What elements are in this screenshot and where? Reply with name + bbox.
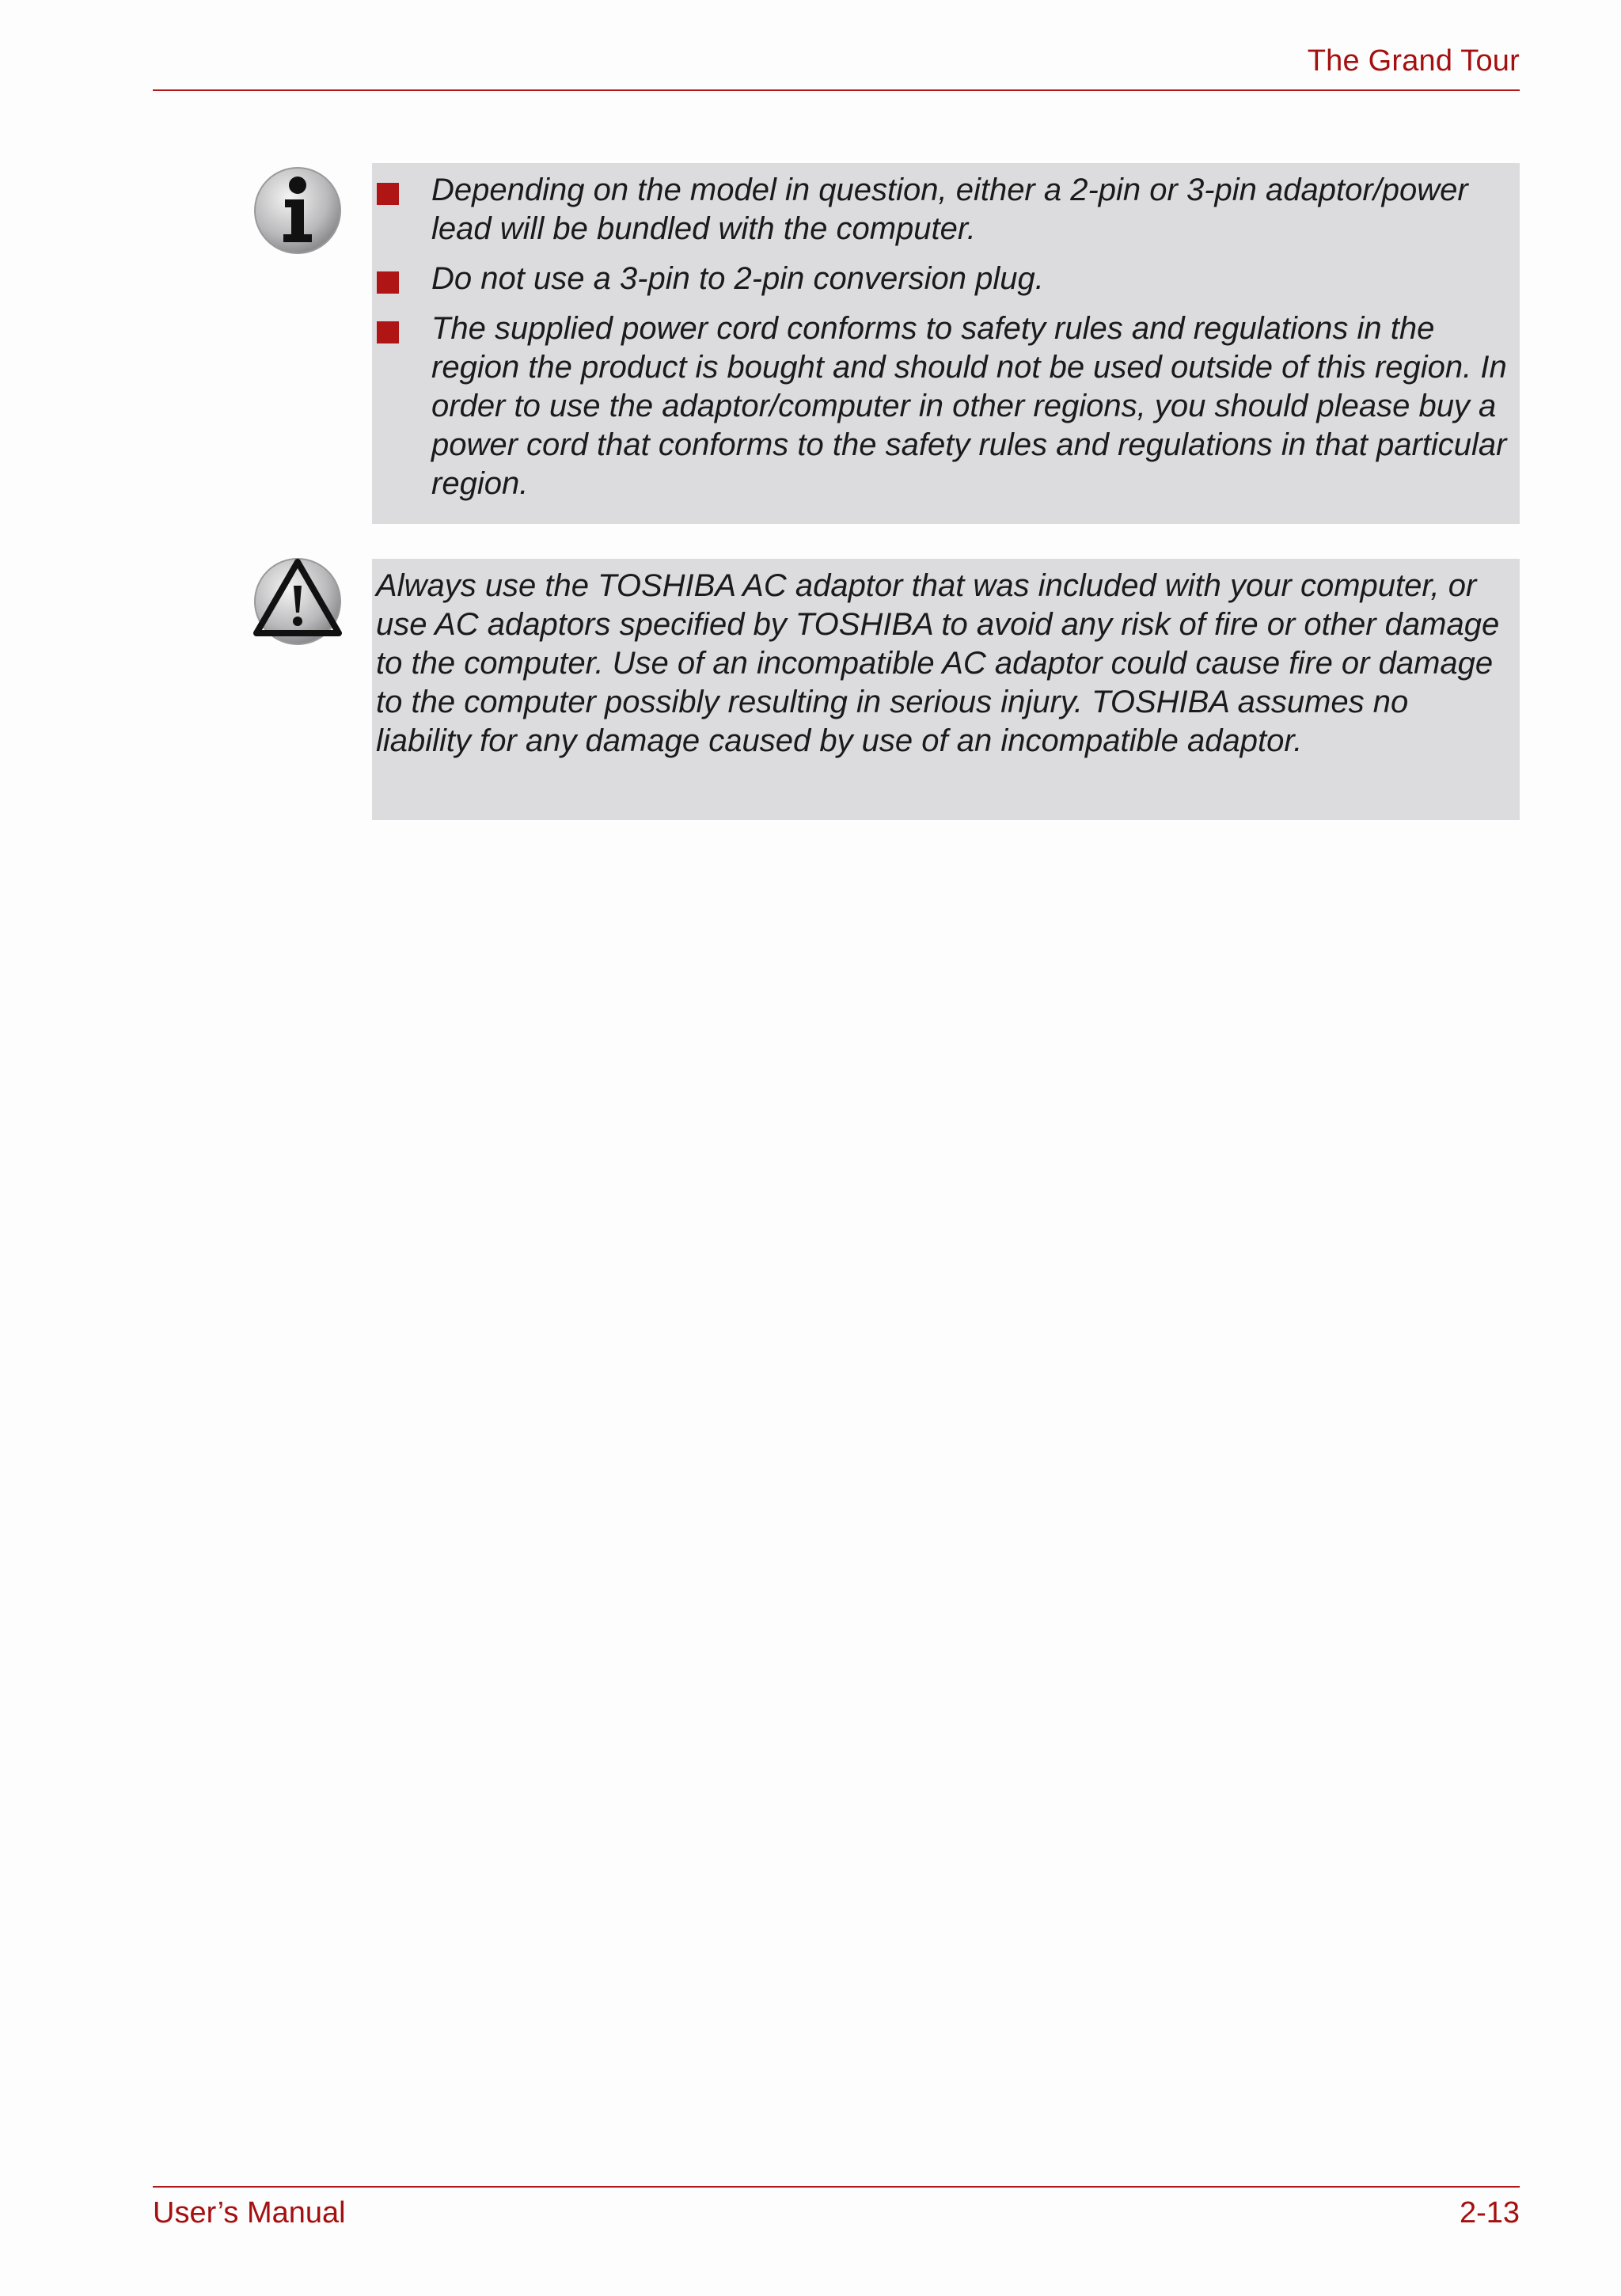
list-item-text: The supplied power cord conforms to safety rules and regulations in the region the product is bought and should not be used outside of this region. In order to use the adaptor/computer in other regions, you should please buy a power cord that conforms to the safety rules and regulations in that particular region. bbox=[431, 311, 1507, 501]
list-item bbox=[372, 171, 1520, 249]
page-header-title: The Grand Tour bbox=[1307, 44, 1520, 78]
footer-manual-title: User’s Manual bbox=[153, 2196, 346, 2230]
bullet-square-icon bbox=[377, 271, 399, 294]
page-number: 2-13 bbox=[1459, 2196, 1520, 2230]
list-item bbox=[372, 309, 1520, 503]
header-divider bbox=[153, 89, 1520, 91]
list-item-text: Do not use a 3-pin to 2-pin conversion plug. bbox=[431, 261, 1044, 296]
caution-note-box bbox=[372, 559, 1520, 820]
list-item-text: Depending on the model in question, either a 2-pin or 3-pin adaptor/power lead will be bundled with the computer. bbox=[431, 173, 1468, 246]
footer-divider bbox=[153, 2186, 1520, 2188]
warning-icon bbox=[250, 554, 345, 649]
bullet-square-icon bbox=[377, 321, 399, 343]
info-icon bbox=[250, 163, 345, 258]
info-note-box bbox=[372, 163, 1520, 524]
info-note-list bbox=[372, 171, 1520, 514]
bullet-square-icon bbox=[377, 183, 399, 205]
caution-note-text: Always use the TOSHIBA AC adaptor that was included with your computer, or use AC adaptors specified by TOSHIBA to avoid any risk of fire or other damage to the computer. Use of an incompatible AC adaptor could cause fire or damage to the computer possibly resulting in serious injury. TOSHIBA assumes no liability for any damage caused by use of an incompatible adaptor. bbox=[376, 568, 1500, 758]
list-item bbox=[372, 260, 1520, 298]
